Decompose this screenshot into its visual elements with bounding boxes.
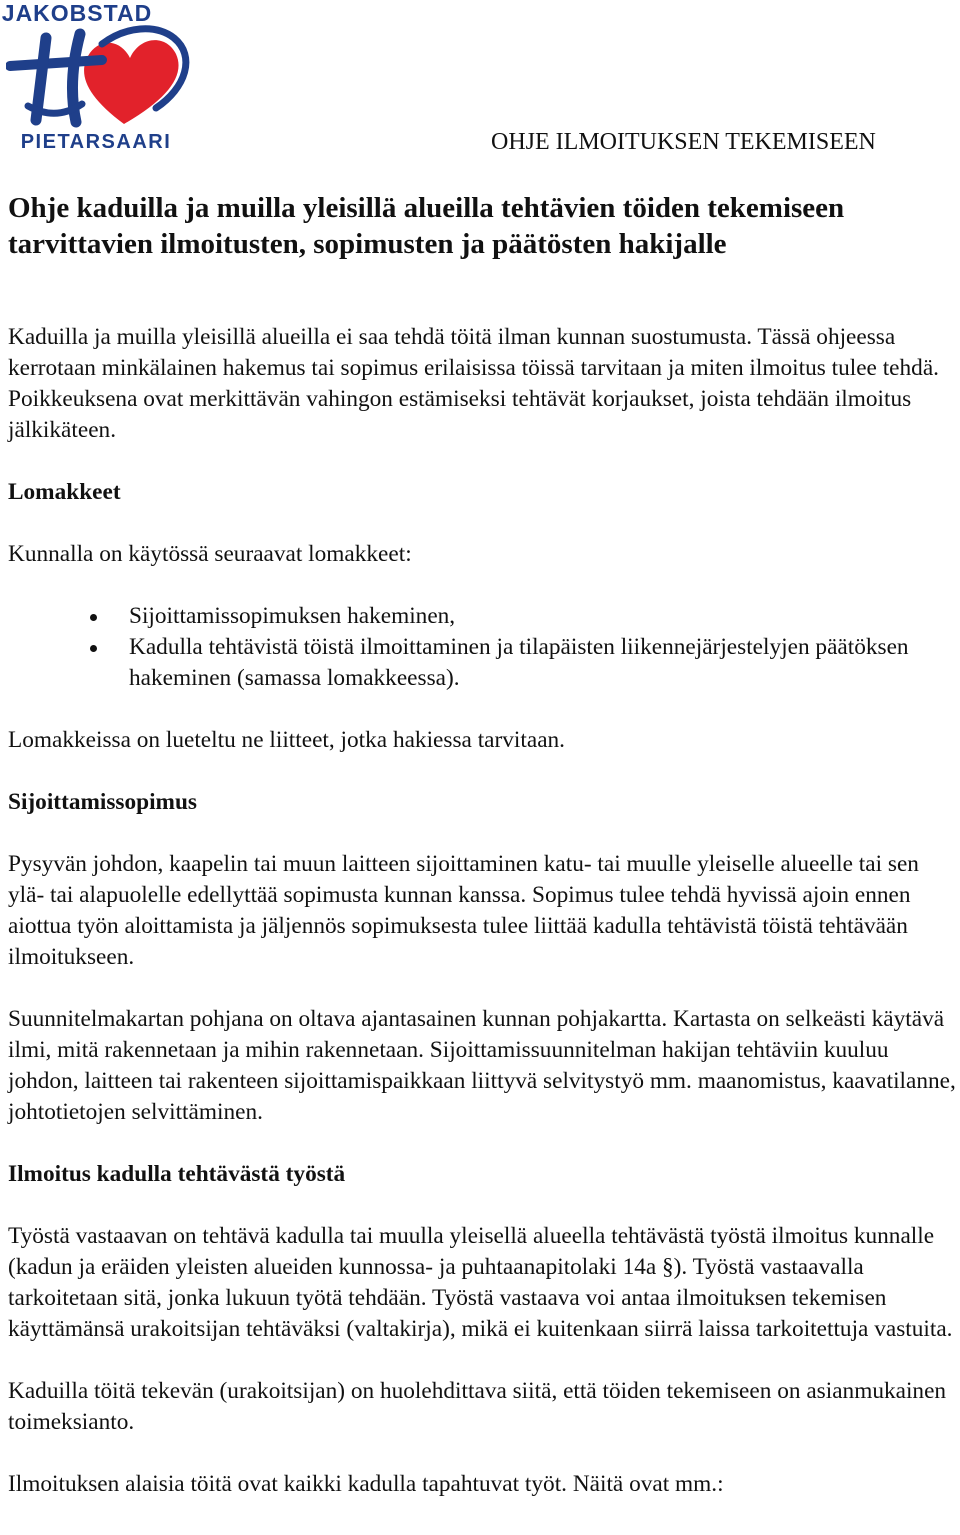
notice-heading: Ilmoitus kadulla tehtävästä työstä	[8, 1161, 346, 1187]
notice-paragraph-3: Ilmoituksen alaisia töitä ovat kaikki kadulla tapahtuvat työt. Näitä ovat mm.:	[8, 1471, 724, 1497]
logo-top-text: JAKOBSTAD	[1, 0, 153, 26]
city-logo	[1, 0, 192, 156]
document-body	[8, 322, 958, 1500]
notice-paragraph-2: Kaduilla töitä tekevän (urakoitsijan) on huolehdittava siitä, että töiden tekemiseen on asianmukainen toimeksianto.	[8, 1378, 947, 1435]
list-item: Kadulla tehtävistä töistä ilmoittaminen ja tilapäisten liikennejärjestelyjen päätöksen hakeminen (samassa lomakkeessa).	[8, 632, 958, 694]
list-item: Sijoittamissopimuksen hakeminen,	[8, 601, 958, 632]
forms-heading: Lomakkeet	[8, 479, 121, 505]
jakobstad-heart-logo-icon	[6, 24, 192, 130]
document-type-label: OHJE ILMOITUKSEN TEKEMISEEN	[491, 129, 876, 155]
placement-paragraph-2: Suunnitelmakartan pohjana on oltava ajantasainen kunnan pohjakartta. Kartasta on selkeästi käytävä ilmi, mitä rakennetaan ja mihin rakennetaan. Sijoittamissuunnitelman hakijan tehtäviin kuuluu johdon, laitteen tai rakenteen sijoittamispaikkaan liittyvä selvitystyö mm. maanomistus, kaavatilanne, johtotietojen selvittäminen.	[8, 1006, 956, 1125]
forms-list	[8, 601, 958, 694]
notice-paragraph-1: Työstä vastaavan on tehtävä kadulla tai muulla yleisellä alueella tehtävästä työstä ilmoitus kunnalle (kadun ja eräiden yleisten alueiden kunnossa- ja puhtaanapitolaki 14a §). Työstä vastaavalla tarkoitetaan sitä, jonka lukuun työtä tehdään. Työstä vastaava voi antaa ilmoituksen tekemisen käyttämänsä urakoitsijan tehtäväksi (valtakirja), mikä ei kuitenkaan siirrä laissa tarkoitettuja vastuita.	[8, 1223, 953, 1342]
placement-heading: Sijoittamissopimus	[8, 789, 197, 815]
page-title: Ohje kaduilla ja muilla yleisillä alueilla tehtävien töiden tekemiseen tarvittavien ilmoitusten, sopimusten ja päätösten hakijalle	[8, 192, 845, 260]
placement-paragraph-1: Pysyvän johdon, kaapelin tai muun laitteen sijoittaminen katu- tai muulle yleiselle alueelle tai sen ylä- tai alapuolelle edellyttää sopimusta kunnan kanssa. Sopimus tulee tehdä hyvissä ajoin ennen aiottua työn aloittamista ja jäljennös sopimuksesta tulee liittää kadulla tehtävistä töistä tehtävään ilmoitukseen.	[8, 851, 919, 970]
intro-paragraph: Kaduilla ja muilla yleisillä alueilla ei saa tehdä töitä ilman kunnan suostumusta. Tässä ohjeessa kerrotaan minkälainen hakemus tai sopimus erilaisissa töissä tarvitaan ja miten ilmoitus tulee tehdä. Poikkeuksena ovat merkittävän vahingon estämiseksi tehtävät korjaukset, joista tehdään ilmoitus jälkikäteen.	[8, 324, 939, 443]
forms-note: Lomakkeissa on lueteltu ne liitteet, jotka hakiessa tarvitaan.	[8, 727, 566, 753]
logo-bottom-text: PIETARSAARI	[20, 131, 172, 153]
forms-lead: Kunnalla on käytössä seuraavat lomakkeet:	[8, 541, 412, 567]
